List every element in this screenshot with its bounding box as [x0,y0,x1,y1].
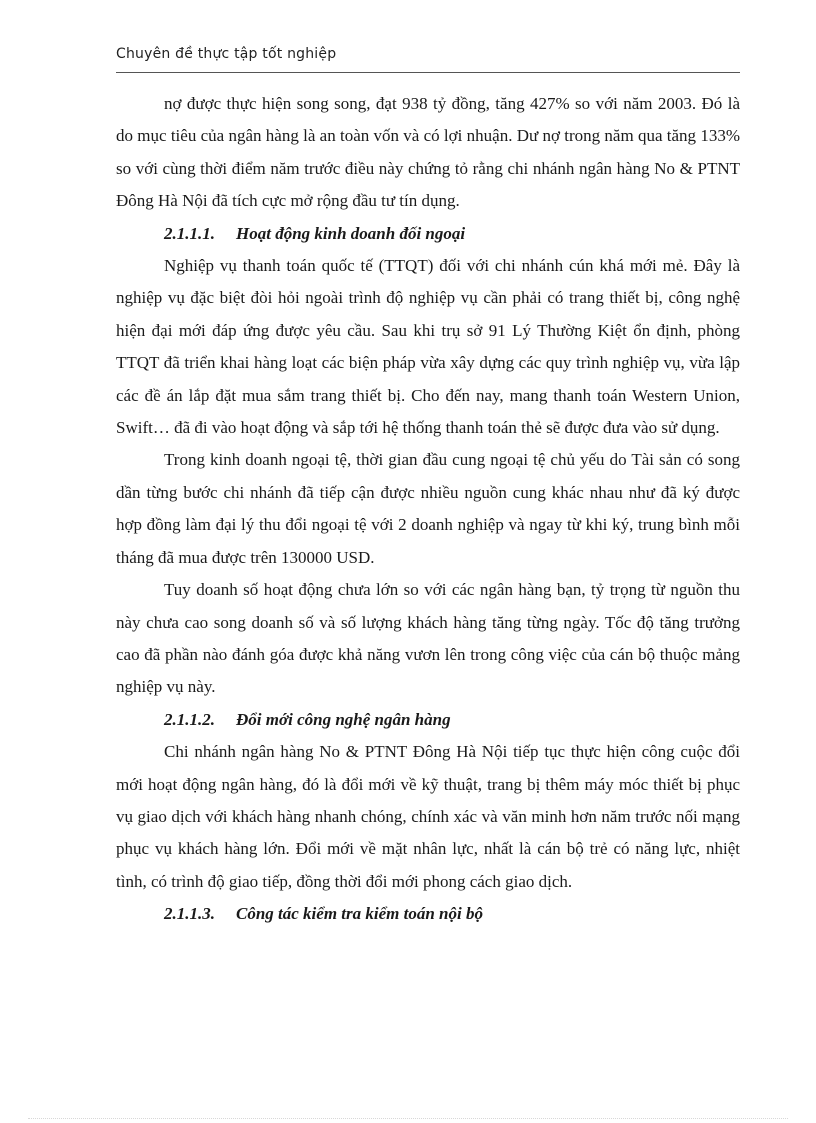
section-number: 2.1.1.2. [164,709,215,729]
section-title: Công tác kiểm tra kiểm toán nội bộ [236,904,483,924]
paragraph-credit-growth: nợ được thực hiện song song, đạt 938 tỷ đồng, tăng 427% so với năm 2003. Đó là do mục tiêu của ngân hàng là an toàn vốn và có lợi nhuận. Dư nợ trong năm qua tăng 133% so với cùng thời điểm năm trước điều này chứng tỏ rằng chi nhánh ngân hàng No & PTNT Đông Hà Nội đã tích cực mở rộng đầu tư tín dụng. [116,94,740,211]
document-body [116,88,740,931]
header-title: Chuyên đề thực tập tốt nghiệp [116,46,337,62]
paragraph-foreign-currency: Trong kinh doanh ngoại tệ, thời gian đầu cung ngoại tệ chủ yếu do Tài sản có song dần từng bước chi nhánh đã tiếp cận được nhiều nguồn cung khác nhau như đã ký được hợp đồng làm đại lý thu đổi ngoại tệ với 2 doanh nghiệp và ngay từ khi ký, trung bình mỗi tháng đã mua được trên 130000 USD. [116,450,740,567]
section-title: Đổi mới công nghệ ngân hàng [236,709,451,729]
paragraph-technology-renewal: Chi nhánh ngân hàng No & PTNT Đông Hà Nội tiếp tục thực hiện công cuộc đổi mới hoạt động ngân hàng, đó là đổi mới về kỹ thuật, trang bị thêm máy móc thiết bị phục vụ giao dịch với khách hàng nhanh chóng, chính xác và văn minh hơn năm trước nối mạng phục vụ khách hàng lớn. Đổi mới về mặt nhân lực, nhất là cán bộ trẻ có năng lực, nhiệt tình, có trình độ giao tiếp, đồng thời đổi mới phong cách giao dịch. [116,742,740,891]
section-heading-technology [116,704,740,736]
section-number: 2.1.1.1. [164,223,215,243]
section-heading-foreign-business [116,218,740,250]
paragraph-revenue: Tuy doanh số hoạt động chưa lớn so với các ngân hàng bạn, tỷ trọng từ nguồn thu này chưa cao song doanh số và số lượng khách hàng tăng từng ngày. Tốc độ tăng trưởng cao đã phần nào đánh góa được khả năng vươn lên trong công việc của cán bộ thuộc mảng nghiệp vụ này. [116,580,740,697]
section-heading-internal-audit [116,898,740,930]
section-title: Hoạt động kinh doanh đối ngoại [236,223,466,243]
page-header [116,46,740,73]
paragraph-international-payment: Nghiệp vụ thanh toán quốc tế (TTQT) đối với chi nhánh cún khá mới mẻ. Đây là nghiệp vụ đặc biệt đòi hỏi ngoài trình độ nghiệp vụ cần phải có trang thiết bị, công nghệ hiện đại mới đáp ứng được yêu cầu. Sau khi trụ sở 91 Lý Thường Kiệt ổn định, phòng TTQT đã triển khai hàng loạt các biện pháp vừa xây dựng các quy trình nghiệp vụ, vừa lập các đề án lắp đặt mua sắm trang thiết bị. Cho đến nay, mang thanh toán Western Union, Swift… đã đi vào hoạt động và sắp tới hệ thống thanh toán thẻ sẽ được đưa vào sử dụng. [116,256,740,438]
footer-divider [28,1118,788,1119]
section-number: 2.1.1.3. [164,904,215,924]
